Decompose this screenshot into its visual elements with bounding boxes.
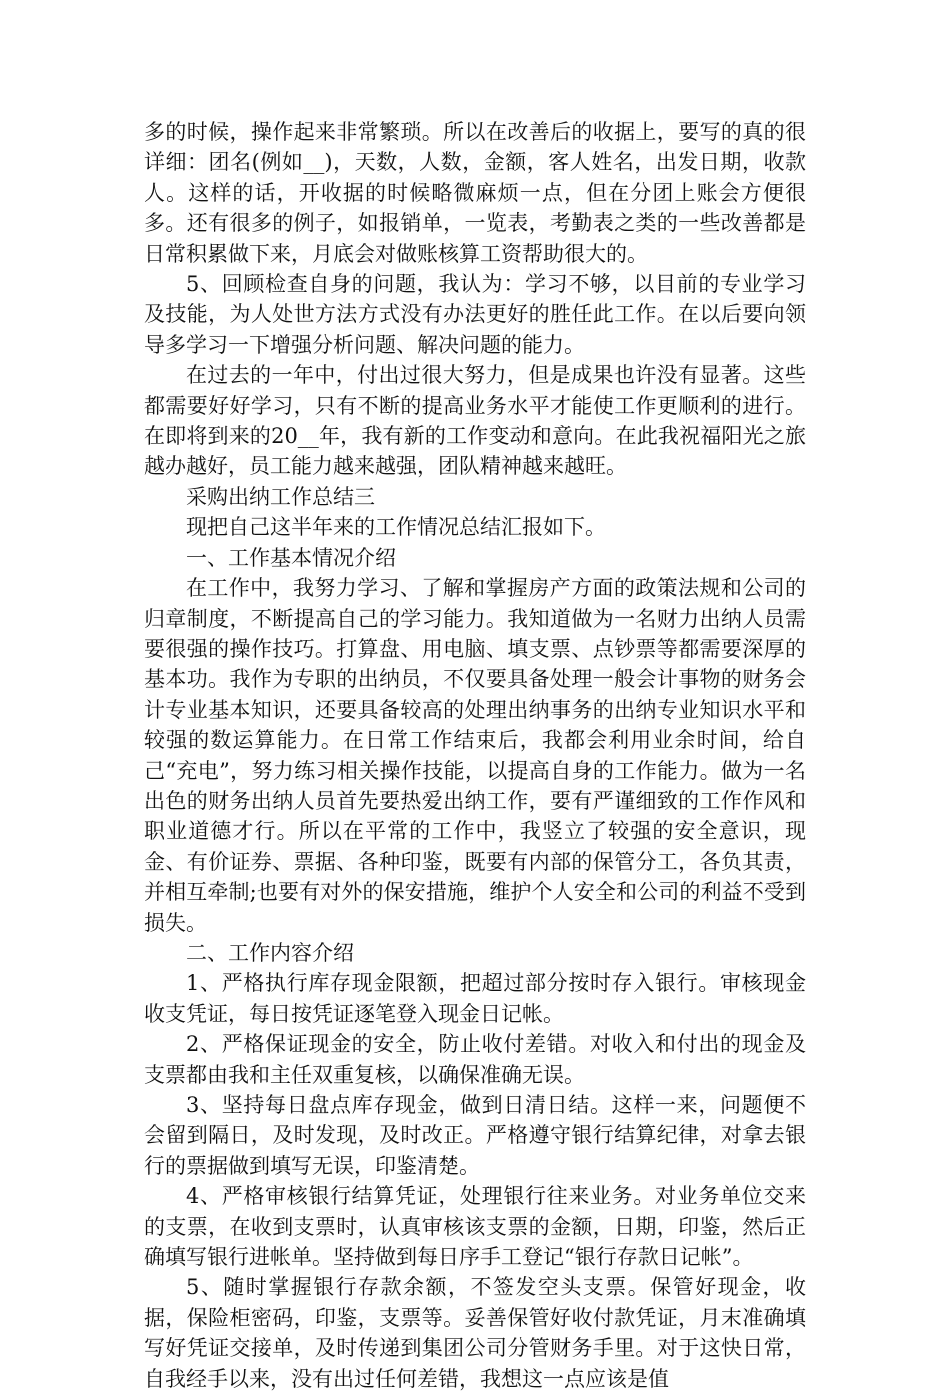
- paragraph-year-summary: 在过去的一年中，付出过很大努力，但是成果也许没有显著。这些都需要好好学习，只有不断的提高业务水平才能使工作更顺利的进行。在即将到来的20__年，我有新的工作变动和意向。在此我祝福阳光之旅越办越好，员工能力越来越强，团队精神越来越旺。: [144, 363, 806, 479]
- paragraph-continuation: 多的时候，操作起来非常繁琐。所以在改善后的收据上，要写的真的很详细：团名(例如__)，天数，人数，金额，客人姓名，出发日期，收款人。这样的话，开收据的时候略微麻烦一点，但在分团上账会方便很多。还有很多的例子，如报销单，一览表，考勤表之类的一些改善都是日常积累做下来，月底会对做账核算工资帮助很大的。: [144, 120, 806, 266]
- paragraph-self-review: 5、回顾检查自身的问题，我认为：学习不够，以目前的专业学习及技能，为人处世方法方式没有办法更好的胜任此工作。在以后要向领导多学习一下增强分析问题、解决问题的能力。: [144, 272, 806, 357]
- list-item-1: 1、严格执行库存现金限额，把超过部分按时存入银行。审核现金收支凭证，每日按凭证逐笔登入现金日记帐。: [144, 971, 806, 1026]
- section-title-summary-three: 采购出纳工作总结三: [186, 484, 375, 509]
- list-item-3: 3、坚持每日盘点库存现金，做到日清日结。这样一来，问题便不会留到隔日，及时发现，及时改正。严格遵守银行结算纪律，对拿去银行的票据做到填写无误，印鉴清楚。: [144, 1093, 806, 1178]
- list-item-5: 5、随时掌握银行存款余额，不签发空头支票。保管好现金，收据，保险柜密码，印鉴，支票等。妥善保管好收付款凭证，月末准确填写好凭证交接单，及时传递到集团公司分管财务手里。对于这快日常，自我经手以来，没有出过任何差错，我想这一点应该是值: [144, 1275, 806, 1391]
- heading-work-content: 二、工作内容介绍: [186, 940, 354, 965]
- document-body: [144, 117, 806, 1394]
- paragraph-basic-situation: 在工作中，我努力学习、了解和掌握房产方面的政策法规和公司的归章制度，不断提高自己的学习能力。我知道做为一名财力出纳人员需要很强的操作技巧。打算盘、用电脑、填支票、点钞票等都需要深厚的基本功。我作为专职的出纳员，不仅要具备处理一般会计事物的财务会计专业基本知识，还要具备较高的处理出纳事务的出纳专业知识水平和较强的数运算能力。在日常工作结束后，我都会利用业余时间，给自己“充电”，努力练习相关操作技能，以提高自身的工作能力。做为一名出色的财务出纳人员首先要热爱出纳工作，要有严谨细致的工作作风和职业道德才行。所以在平常的工作中，我竖立了较强的安全意识，现金、有价证券、票据、各种印鉴，既要有内部的保管分工，各负其责，并相互牵制;也要有对外的保安措施，维护个人安全和公司的利益不受到损失。: [144, 576, 806, 935]
- list-item-4: 4、严格审核银行结算凭证，处理银行往来业务。对业务单位交来的支票，在收到支票时，认真审核该支票的金额，日期，印鉴，然后正确填写银行进帐单。坚持做到每日序手工登记“银行存款日记帐”。: [144, 1184, 806, 1270]
- heading-basic-situation: 一、工作基本情况介绍: [186, 545, 396, 570]
- paragraph-intro: 现把自己这半年来的工作情况总结汇报如下。: [186, 515, 606, 540]
- list-item-2: 2、严格保证现金的安全，防止收付差错。对收入和付出的现金及支票都由我和主任双重复核，以确保准确无误。: [144, 1032, 806, 1087]
